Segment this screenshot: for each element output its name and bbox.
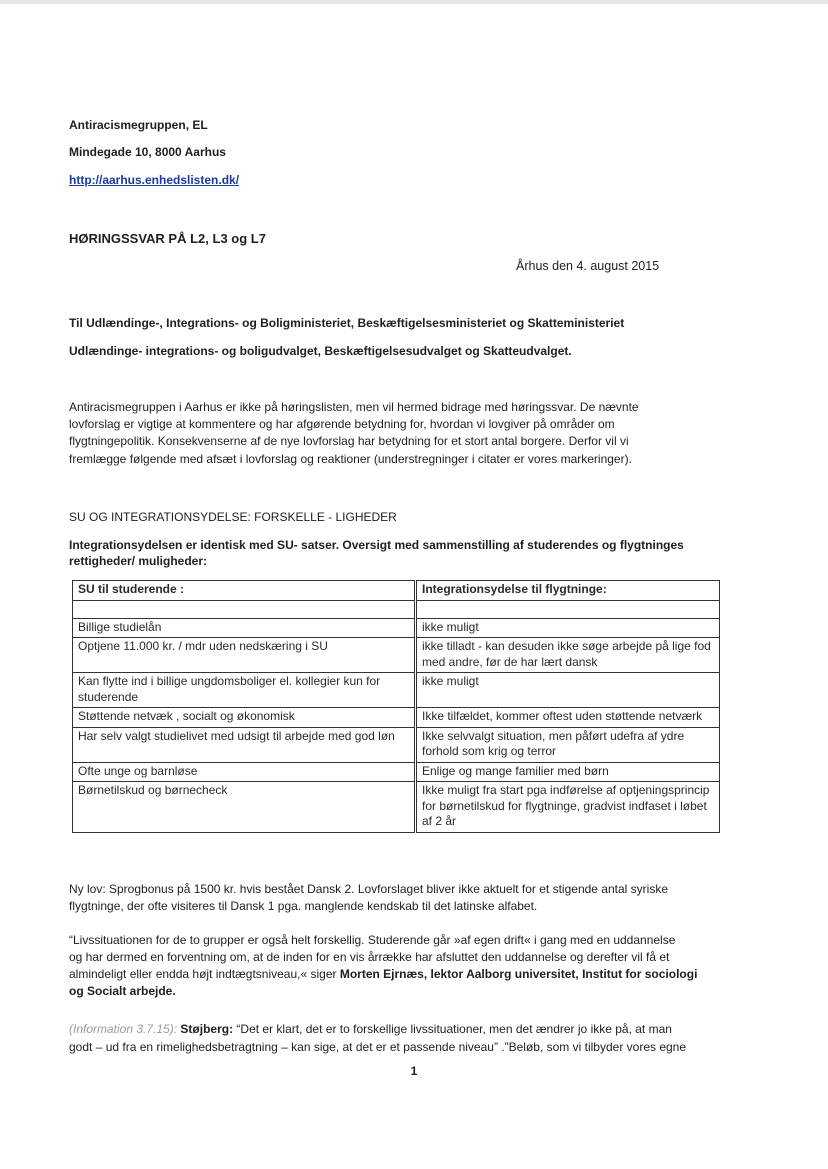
intro-line-1: Antiracismegruppen i Aarhus er ikke på høringslisten, men vil hermed bidrage med høringssvar. De nævnte — [69, 400, 639, 414]
table-row — [73, 638, 720, 673]
table-cell-right: ikke muligt — [417, 618, 720, 638]
table-cell-right: Ikke muligt fra start pga indførelse af optjeningsprincip for børnetilskud for flygtninge, gradvist indfaset i løbet af 2 år — [417, 782, 720, 833]
sender-url-link[interactable]: http://aarhus.enhedslisten.dk/ — [69, 173, 240, 187]
quote1-line-1: “Livssituationen for de to grupper er også helt forskellig. Studerende går »af egen drift« i gang med en uddannelse — [69, 933, 676, 947]
quote1-attribution-cont: og Socialt arbejde. — [69, 984, 176, 998]
table-cell-left: Ofte unge og barnløse — [73, 762, 415, 782]
table-row — [73, 727, 720, 762]
sender-address: Mindegade 10, 8000 Aarhus — [69, 145, 226, 159]
quote1-line-2: og har dermed en forventning om, at de inden for en vis årrække har afsluttet den uddannelse og derefter vil få et — [69, 950, 670, 964]
recipients-line-2: Udlændinge- integrations- og boligudvalget, Beskæftigelsesudvalget og Skatteudvalget. — [69, 344, 572, 358]
table-header-su: SU til studerende : — [73, 581, 415, 601]
table-cell-right: ikke muligt — [417, 673, 720, 708]
quote2-speaker: Støjberg: — [180, 1022, 234, 1036]
quote2-line-1 — [69, 1022, 672, 1036]
quote2-line-2: godt – ud fra en rimelighedsbetragtning – kan sige, at det er et passende niveau” .”Beløb, som vi tilbyder vores egne — [69, 1040, 687, 1054]
quote1-line-3 — [69, 967, 697, 981]
section-heading: SU OG INTEGRATIONSYDELSE: FORSKELLE - LIGHEDER — [69, 510, 397, 524]
newlaw-line-1: Ny lov: Sprogbonus på 1500 kr. hvis bestået Dansk 2. Lovforslaget bliver ikke aktuelt for et stigende antal syriske — [69, 882, 668, 896]
section-lead-line-1: Integrationsydelsen er identisk med SU- satser. Oversigt med sammenstilling af studerendes og flygtninges — [69, 538, 684, 552]
table-cell-left: Billige studielån — [73, 618, 415, 638]
table-row — [73, 618, 720, 638]
table-header-integrationsydelse: Integrationsydelse til flygtninge: — [417, 581, 720, 601]
table-header-row — [73, 581, 720, 601]
table-cell-right: Enlige og mange familier med børn — [417, 762, 720, 782]
table-row — [73, 708, 720, 728]
sender-org: Antiracismegruppen, EL — [69, 118, 208, 132]
table-cell-right: ikke tilladt - kan desuden ikke søge arbejde på lige fod med andre, før de har lært dansk — [417, 638, 720, 673]
quote1-attribution: Morten Ejrnæs, lektor Aalborg universitet, Institut for sociologi — [339, 967, 698, 981]
date-line: Århus den 4. august 2015 — [516, 259, 660, 273]
table-cell-left: Børnetilskud og børnecheck — [73, 782, 415, 833]
document-title: HØRINGSSVAR PÅ L2, L3 og L7 — [69, 231, 266, 246]
intro-line-3: flygtningepolitik. Konsekvenserne af de nye lovforslag har betydning for et stort antal borgere. Derfor vil vi — [69, 434, 629, 448]
quote2-reference: (Information 3.7.15): — [69, 1022, 178, 1036]
intro-line-2: lovforslag er vigtige at kommentere og har afgørende betydning for, hvordan vi lovgiver på områder om — [69, 417, 615, 431]
table-cell-right: Ikke selvvalgt situation, men påført udefra af ydre forhold som krig og terror — [417, 727, 720, 762]
intro-line-4: fremlægge følgende med afsæt i lovforslag og reaktioner (understregninger i citater er vores markeringer). — [69, 452, 632, 466]
table-row — [73, 782, 720, 833]
table-cell-left: Kan flytte ind i billige ungdomsboliger el. kollegier kun for studerende — [73, 673, 415, 708]
table-cell-right: Ikke tilfældet, kommer oftest uden støttende netværk — [417, 708, 720, 728]
table-row — [73, 673, 720, 708]
table-cell-left: Optjene 11.000 kr. / mdr uden nedskæring i SU — [73, 638, 415, 673]
table-row-empty — [73, 600, 720, 618]
newlaw-line-2: flygtninge, der ofte visiteres til Dansk 1 pga. manglende kendskab til det latinske alfabet. — [69, 899, 538, 913]
table-row — [73, 762, 720, 782]
table-cell-left: Har selv valgt studielivet med udsigt til arbejde med god løn — [73, 727, 415, 762]
comparison-table — [72, 580, 720, 833]
section-lead-line-2: rettigheder/ muligheder: — [69, 554, 208, 568]
quote1-line-3-text: almindeligt eller endda højt indtægtsniveau,« siger — [69, 967, 340, 981]
table-cell-left: Støttende netvæk , socialt og økonomisk — [73, 708, 415, 728]
page-number: 1 — [410, 1064, 418, 1078]
quote2-line-1-text: “Det er klart, det er to forskellige livssituationer, men det ændrer jo ikke på, at man — [233, 1022, 672, 1036]
recipients-line-1: Til Udlændinge-, Integrations- og Boligministeriet, Beskæftigelsesministeriet og Skatteministeriet — [69, 316, 625, 330]
